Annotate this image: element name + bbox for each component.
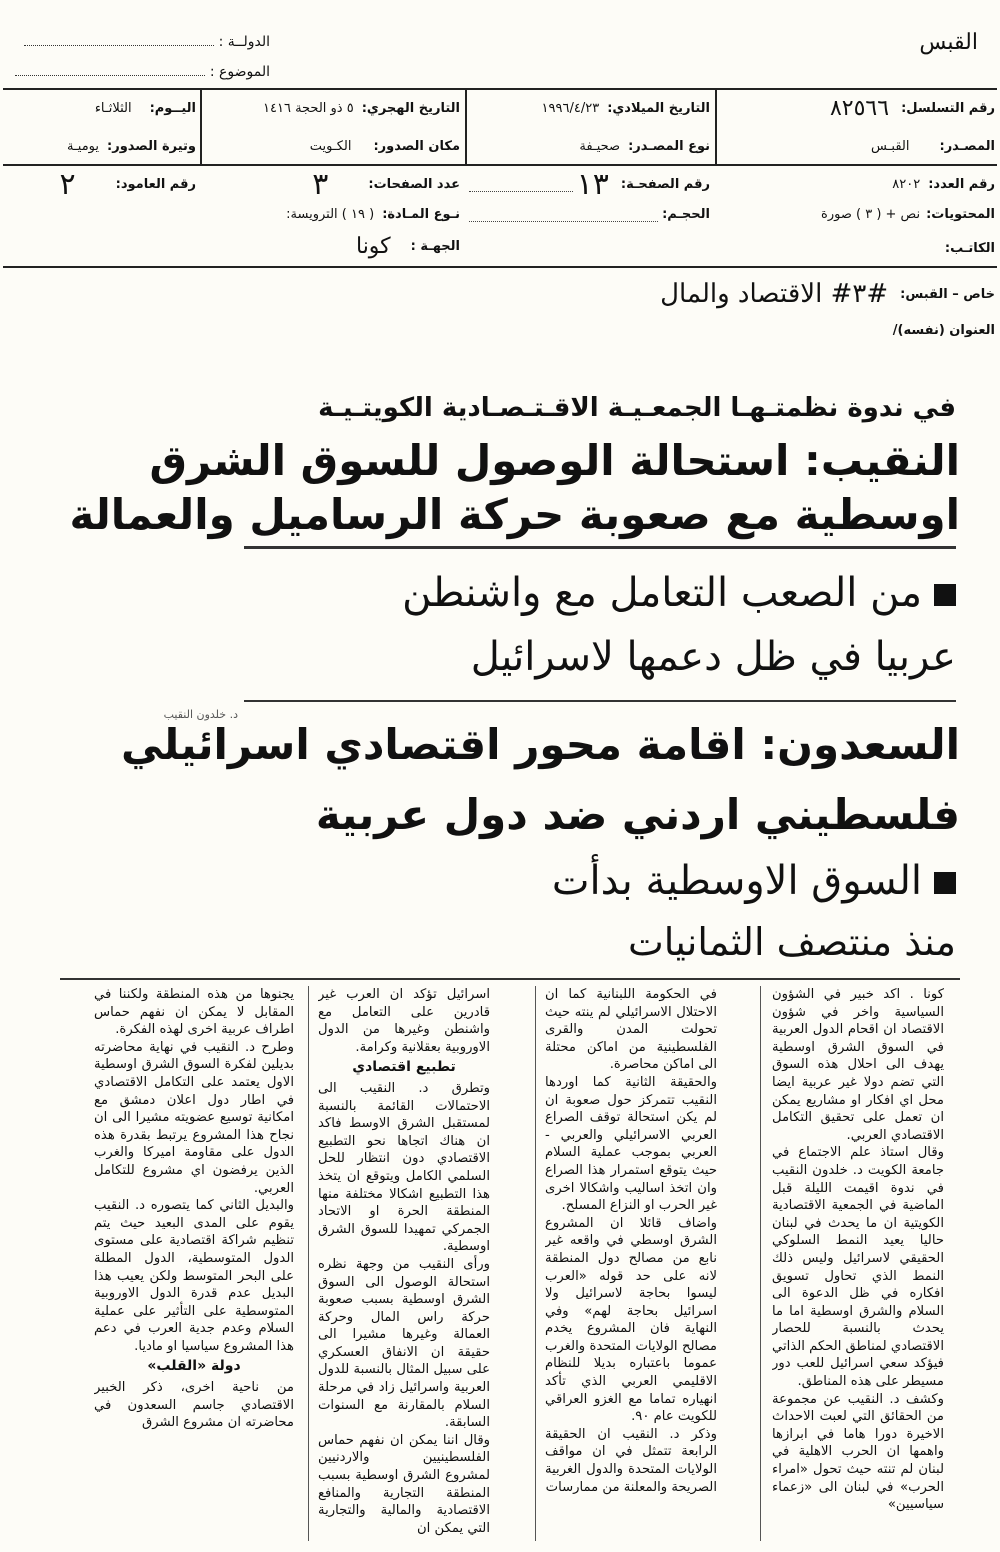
size-label: الحجـم: [662, 206, 710, 222]
title-label: العنوان (نفسه)/ [892, 322, 995, 338]
paragraph: وطرح د. النقيب في نهاية محاضرته بديلين لفكرة السوق الشرق اوسطية الاول يعتمد على التكامل الاقتصادي في اطار دول اعلان دمشق مع امكانية توسيع عضويته مشيرا الى ان نجاح هذا المشروع يرتبط بقدرة هذه الدول على مقاومة اميركا والغرب الذين يرفضون اي مشروع للتكامل العربي. [94, 1039, 294, 1196]
party-cell [205, 232, 460, 260]
place-cell [205, 132, 460, 160]
columns-top-rule [60, 978, 960, 980]
paragraph: في الحكومة اللبنانية كما ان الاحتلال الاسرائيلي لم ينته حيث تحولت المدن والقرى الفلسطينية من اماكن محتلة الى اماكن محاصرة. [545, 987, 717, 1073]
column-cell [8, 166, 196, 202]
column-value: ٢ [59, 166, 76, 202]
serial-value: ٨٢٥٦٦ [829, 95, 890, 121]
paragraph: وكشف د. النقيب عن مجموعة من الحقائق التي لعبت الاحداث الاخيرة دورا هاما في ابرازها واهمها ان الحرب الاهلية في لبنان لم تنته حيث تحول «امراء الحرب» في لبنان الى «زعماء سياسيين» [772, 1391, 944, 1513]
article-kicker: في ندوة نظمتـهـا الجمعـيـة الاقـتـصـادية الكويتـيـة [318, 393, 956, 423]
day-value: الثلاثـاء [94, 100, 132, 116]
pages-count-cell [205, 166, 460, 202]
issue-label: رقم العدد: [928, 176, 995, 192]
greg-date-label: التاريخ الميلادي: [607, 100, 710, 116]
greg-date-cell [465, 94, 710, 122]
party-label: الجهـة : [410, 238, 460, 254]
headline1-line2: اوسطية مع صعوبة حركة الرساميل والعمالة [69, 490, 960, 539]
headline2-line1: السعدون: اقامة محور اقتصادي اسرائيلي [120, 720, 960, 769]
paragraph: والحقيقة الثانية كما اوردها النقيب تتمركز حول صعوبة ان لم يكن استحالة توقف الصراع العربي الاسرائيلي والعربي - العربي بموجب عملية السلام حيث يتوقع استمرار هذا الصراع وان اتخذ اساليب واشكالا اخرى غير الحرب او النزاع المسلح. [545, 1074, 717, 1214]
size-cell [465, 200, 710, 228]
bullet-square-icon [934, 584, 956, 606]
page-value: ١٣ [576, 166, 609, 202]
sub2-line2: منذ منتصف الثمانيات [627, 920, 956, 964]
sub-rule [244, 700, 956, 702]
hijri-date-cell [205, 94, 460, 122]
sub2-line1-text: السوق الاوسطية بدأت [551, 858, 922, 904]
serial-cell [715, 94, 995, 122]
paragraph: واضاف قائلا ان المشروع الشرق اوسطي في واقعه غير نابع من مصالح دول المنطقة لانه على حد قوله «العرب ليسوا بحاجة لاسرائيل ولا اسرائيل بحاجة لهم» وفي النهاية فان المشروع يخدم مصالح الولايات المتحدة والغرب عموما باعتباره بديلا للنظام الاقليمي العربي الذي تأكد انهياره تماما مع الغزو العراقي للكويت عام ٩٠. [545, 1215, 717, 1425]
sub1-line1-text: من الصعب التعامل مع واشنطن [402, 570, 922, 616]
place-value: الكـويت [309, 138, 352, 154]
title-cell [715, 316, 995, 344]
pages-count-label: عدد الصفحات: [368, 176, 460, 192]
headline2-line2: فلسطيني اردني ضد دول عربية [315, 790, 960, 839]
hijri-date-label: التاريخ الهجري: [361, 100, 460, 116]
topic-field [15, 64, 270, 80]
paragraph: وقال استاذ علم الاجتماع في جامعة الكويت د. خلدون النقيب في ندوة اقيمت الليلة قبل الماضية في الجمعية الاقتصادية الكويتية ان ما يحدث في لبنان حاليا يعيد النمط السلوكي الحقيقي لاسرائيل وليس ذلك النمط الذي تحاول تسويق افكاره في ظل الدعوة الى السلام والشرق اوسطية اما ما يحدث بالنسبة للحصار الاقتصادي لمناطق الحكم الذاتي فيؤكد سعي اسرائيل للعب دور مسيطر على هذه المناطق. [772, 1145, 944, 1390]
day-label: اليــوم: [149, 100, 196, 116]
subheading: تطبيع اقتصادي [352, 1059, 456, 1076]
source-type-cell [465, 132, 710, 160]
writer-label: الكاتـب: [944, 240, 995, 256]
paragraph: كونا . اكد خبير في الشؤون السياسية واخر في شؤون الاقتصاد ان اقحام الدول العربية في السوق الشرق اوسطية يهدف الى احلال هذه السوق التي تضم دولا غير عربية ايضا محل اي افكار او مشاريع يمكن ان تعمل على تحقيق التكامل الاقتصادي العربي. [772, 987, 944, 1143]
source-label: المصـدر: [939, 138, 995, 154]
special-label: خاص – القبس: [900, 286, 995, 302]
page-label: رقم الصفحـة: [620, 176, 710, 192]
issue-cell [715, 170, 995, 198]
source-cell [715, 132, 995, 160]
page-cell [465, 166, 710, 202]
paper-name: القبس [919, 30, 978, 55]
article-column-4 [94, 986, 294, 1541]
material-value: ( ١٩ ) الترويسة: [286, 206, 375, 222]
special-cell [520, 280, 995, 308]
freq-label: وتيرة الصدور: [107, 138, 196, 154]
day-cell [8, 94, 196, 122]
sub2-line1 [552, 858, 956, 904]
photo-caption: د. خلدون النقيب [163, 708, 238, 721]
sub1-line1 [402, 570, 956, 616]
serial-label: رقم التسلسل: [901, 100, 995, 116]
sub1-line2: عربيا في ظل دعمها لاسرائيل [470, 634, 956, 680]
pages-count-value: ٣ [312, 166, 329, 202]
contents-label: المحتويات: [926, 206, 995, 222]
topic-label: الموضوع : [209, 64, 270, 80]
paragraph: والبديل الثاني كما يتصوره د. النقيب يقوم على المدى البعيد حيث يتم تنظيم شراكة اقتصادية على مستوى الدول المتوسطية، الدول المطلة على البحر المتوسط ولكن يعيب هذا البديل عدم قدرة الدول الاوروبية المتوسطية على التأثير على عملية السلام وعدم جدية العرب في دعم هذا المشروع سياسيا او ماديا. [94, 1198, 294, 1354]
writer-cell [715, 234, 995, 262]
paragraph: ورأى النقيب من وجهة نظره استحالة الوصول الى السوق الشرق اوسطية بسبب صعوبة حركة راس المال وحركة العمالة وغيرها مشيرا الى حقيقة ان الانفاق العسكري على سبيل المثال بالنسبة للدول العربية واسرائيل زاد في مرحلة السلام بالمقارنة مع السنوات السابقة. [318, 1256, 490, 1431]
material-cell [205, 200, 460, 228]
special-value: #٣# الاقتصاد والمال [660, 279, 889, 309]
freq-value: يوميـة [67, 138, 100, 154]
material-label: نـوع المـادة: [382, 206, 460, 222]
article-column-2 [545, 986, 717, 1541]
source-value: القبـس [871, 138, 910, 154]
place-label: مكان الصدور: [373, 138, 460, 154]
column-label: رقم العامود: [115, 176, 196, 192]
source-type-label: نوع المصـدر: [628, 138, 710, 154]
bullet-square-icon [934, 872, 956, 894]
paragraph: وذكر د. النقيب ان الحقيقة الرابعة تتمثل في ان مواقف الولايات المتحدة والدول الغربية الصريحة والمعلنة من ممارسات [545, 1426, 717, 1495]
headline1-line1: النقيب: استحالة الوصول للسوق الشرق [149, 436, 960, 485]
contents-cell [715, 200, 995, 228]
source-type-value: صحيـفة [579, 138, 621, 154]
country-label: الدولــة : [218, 34, 270, 50]
freq-cell [8, 132, 196, 160]
contents-value: نص + ( ٣ ) صورة [821, 206, 921, 222]
paragraph: وتطرق د. النقيب الى الاحتمالات القائمة بالنسبة لمستقبل الشرق الاوسط فاكد ان هناك اتجاها نحو التطبيع الاقتصادي دون انتظار للحل السلمي الكامل ويتوقع ان يتخذ هذا التطبيع اشكالا مختلفة منها المنطقة الحرة او الاتحاد الجمركي تمهيدا للسوق الشرق اوسطية. [318, 1080, 490, 1255]
hijri-date-value: ٥ ذو الحجة ١٤١٦ [263, 100, 354, 116]
greg-date-value: ١٩٩٦/٤/٢٣ [541, 100, 600, 116]
article-column-1 [772, 986, 944, 1541]
paragraph: من ناحية اخرى، ذكر الخبير الاقتصادي جاسم السعدون في محاضرته ان مشروع الشرق [94, 1380, 294, 1431]
paragraph: وقال اننا يمكن ان نفهم حماس الفلسطينيين والاردنيين لمشروع الشرق اوسطية بسبب المنطقة التجارية والمنافع الاقتصادية والمالية والتجارية التي يمكن ان [318, 1432, 490, 1536]
issue-value: ٨٢٠٢ [892, 176, 921, 192]
article-column-3 [318, 986, 490, 1541]
subheading: دولة «القلب» [147, 1358, 241, 1375]
paragraph: يجنوها من هذه المنطقة ولكننا في المقابل لا يمكن ان نفهم حماس اطراف عربية اخرى لهذه الفكرة. [94, 987, 294, 1038]
paragraph: اسرائيل تؤكد ان العرب غير قادرين على التعامل مع واشنطن وغيرها من الدول الاوروبية بعقلانية وكرامة. [318, 987, 490, 1055]
party-value: كونا [355, 233, 391, 259]
country-field [24, 34, 270, 50]
headline-rule [244, 546, 956, 549]
